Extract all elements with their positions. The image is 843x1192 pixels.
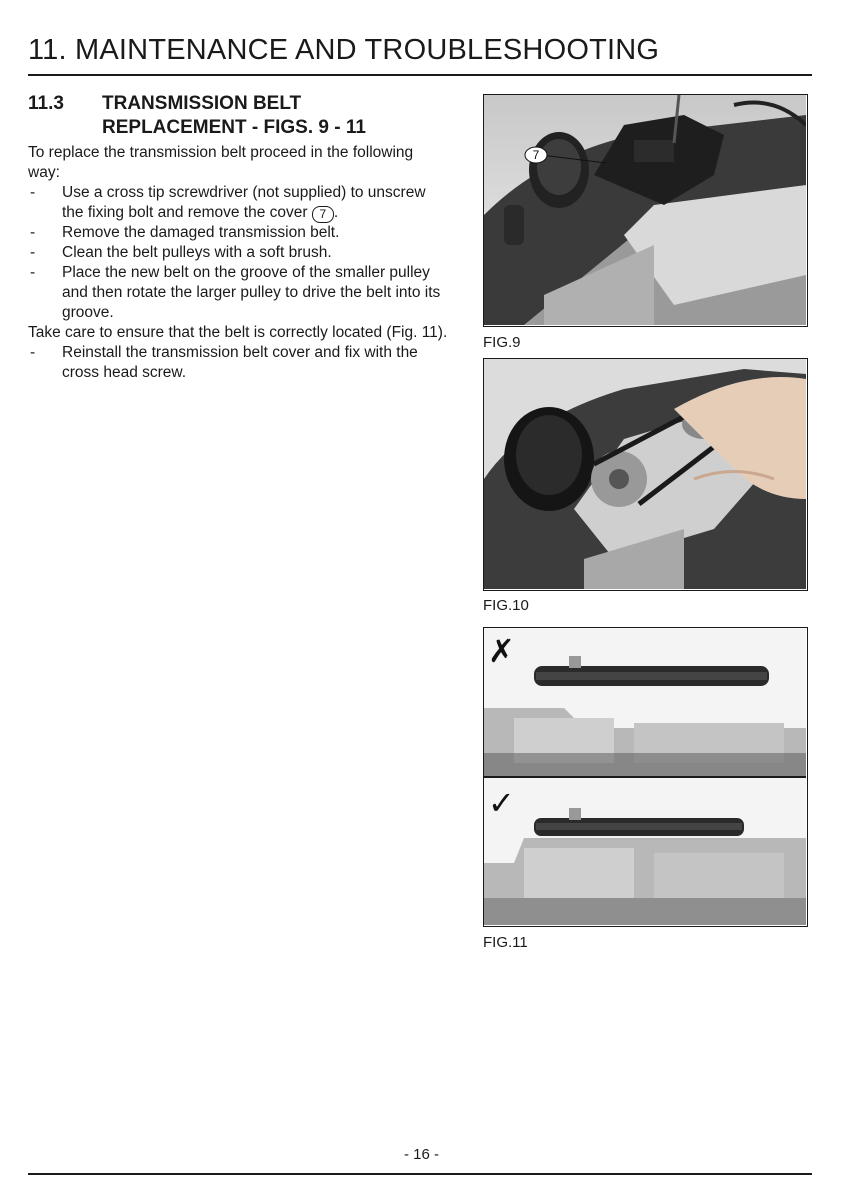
section-title-line1: TRANSMISSION BELT bbox=[102, 93, 302, 114]
note-paragraph: Take care to ensure that the belt is correctly located (Fig. 11). bbox=[28, 324, 448, 341]
figure-11-caption: FIG.11 bbox=[483, 934, 528, 951]
callout-7: 7 bbox=[532, 148, 540, 162]
page-number: - 16 - bbox=[403, 1146, 439, 1163]
bullet-dash: - bbox=[30, 264, 36, 281]
bullet-dash: - bbox=[30, 184, 36, 201]
step-item bbox=[28, 243, 448, 263]
step-item bbox=[28, 343, 448, 383]
bullet-dash: - bbox=[30, 244, 36, 261]
step-end: . bbox=[333, 204, 339, 221]
figure-10-photo bbox=[483, 358, 808, 591]
bullet-dash: - bbox=[30, 224, 36, 241]
section-number: 11.3 bbox=[28, 93, 64, 114]
figure-10-caption: FIG.10 bbox=[483, 597, 529, 614]
footer-rule bbox=[28, 1173, 812, 1175]
step-text: Clean the belt pulleys with a soft brush. bbox=[62, 244, 332, 261]
title-rule bbox=[28, 74, 812, 76]
instructions-body bbox=[28, 143, 448, 383]
step-text: Reinstall the transmission belt cover and fix with the cross head screw. bbox=[62, 344, 418, 381]
step-item bbox=[28, 263, 448, 323]
figure-9-photo bbox=[483, 94, 808, 327]
section-title-line2: REPLACEMENT - FIGS. 9 - 11 bbox=[102, 117, 366, 138]
bullet-dash: - bbox=[30, 344, 36, 361]
intro-paragraph: To replace the transmission belt proceed in the following way: bbox=[28, 144, 414, 181]
step-text: Place the new belt on the groove of the smaller pulley and then rotate the larger pulley to drive the belt into its groove. bbox=[62, 264, 441, 321]
page-title: 11. MAINTENANCE AND TROUBLESHOOTING bbox=[28, 34, 660, 66]
step-text: Remove the damaged transmission belt. bbox=[62, 224, 340, 241]
figure-9-caption: FIG.9 bbox=[483, 334, 521, 351]
step-item bbox=[28, 223, 448, 243]
wrong-mark-icon: ✗ bbox=[488, 632, 515, 670]
ref-circle-7: 7 bbox=[312, 206, 334, 223]
right-mark-icon: ✓ bbox=[488, 784, 515, 822]
step-text: Use a cross tip screwdriver (not supplied) to unscrew the fixing bolt and remove the cover bbox=[62, 184, 426, 221]
step-item bbox=[28, 183, 448, 223]
figure-11-photo bbox=[483, 627, 808, 927]
